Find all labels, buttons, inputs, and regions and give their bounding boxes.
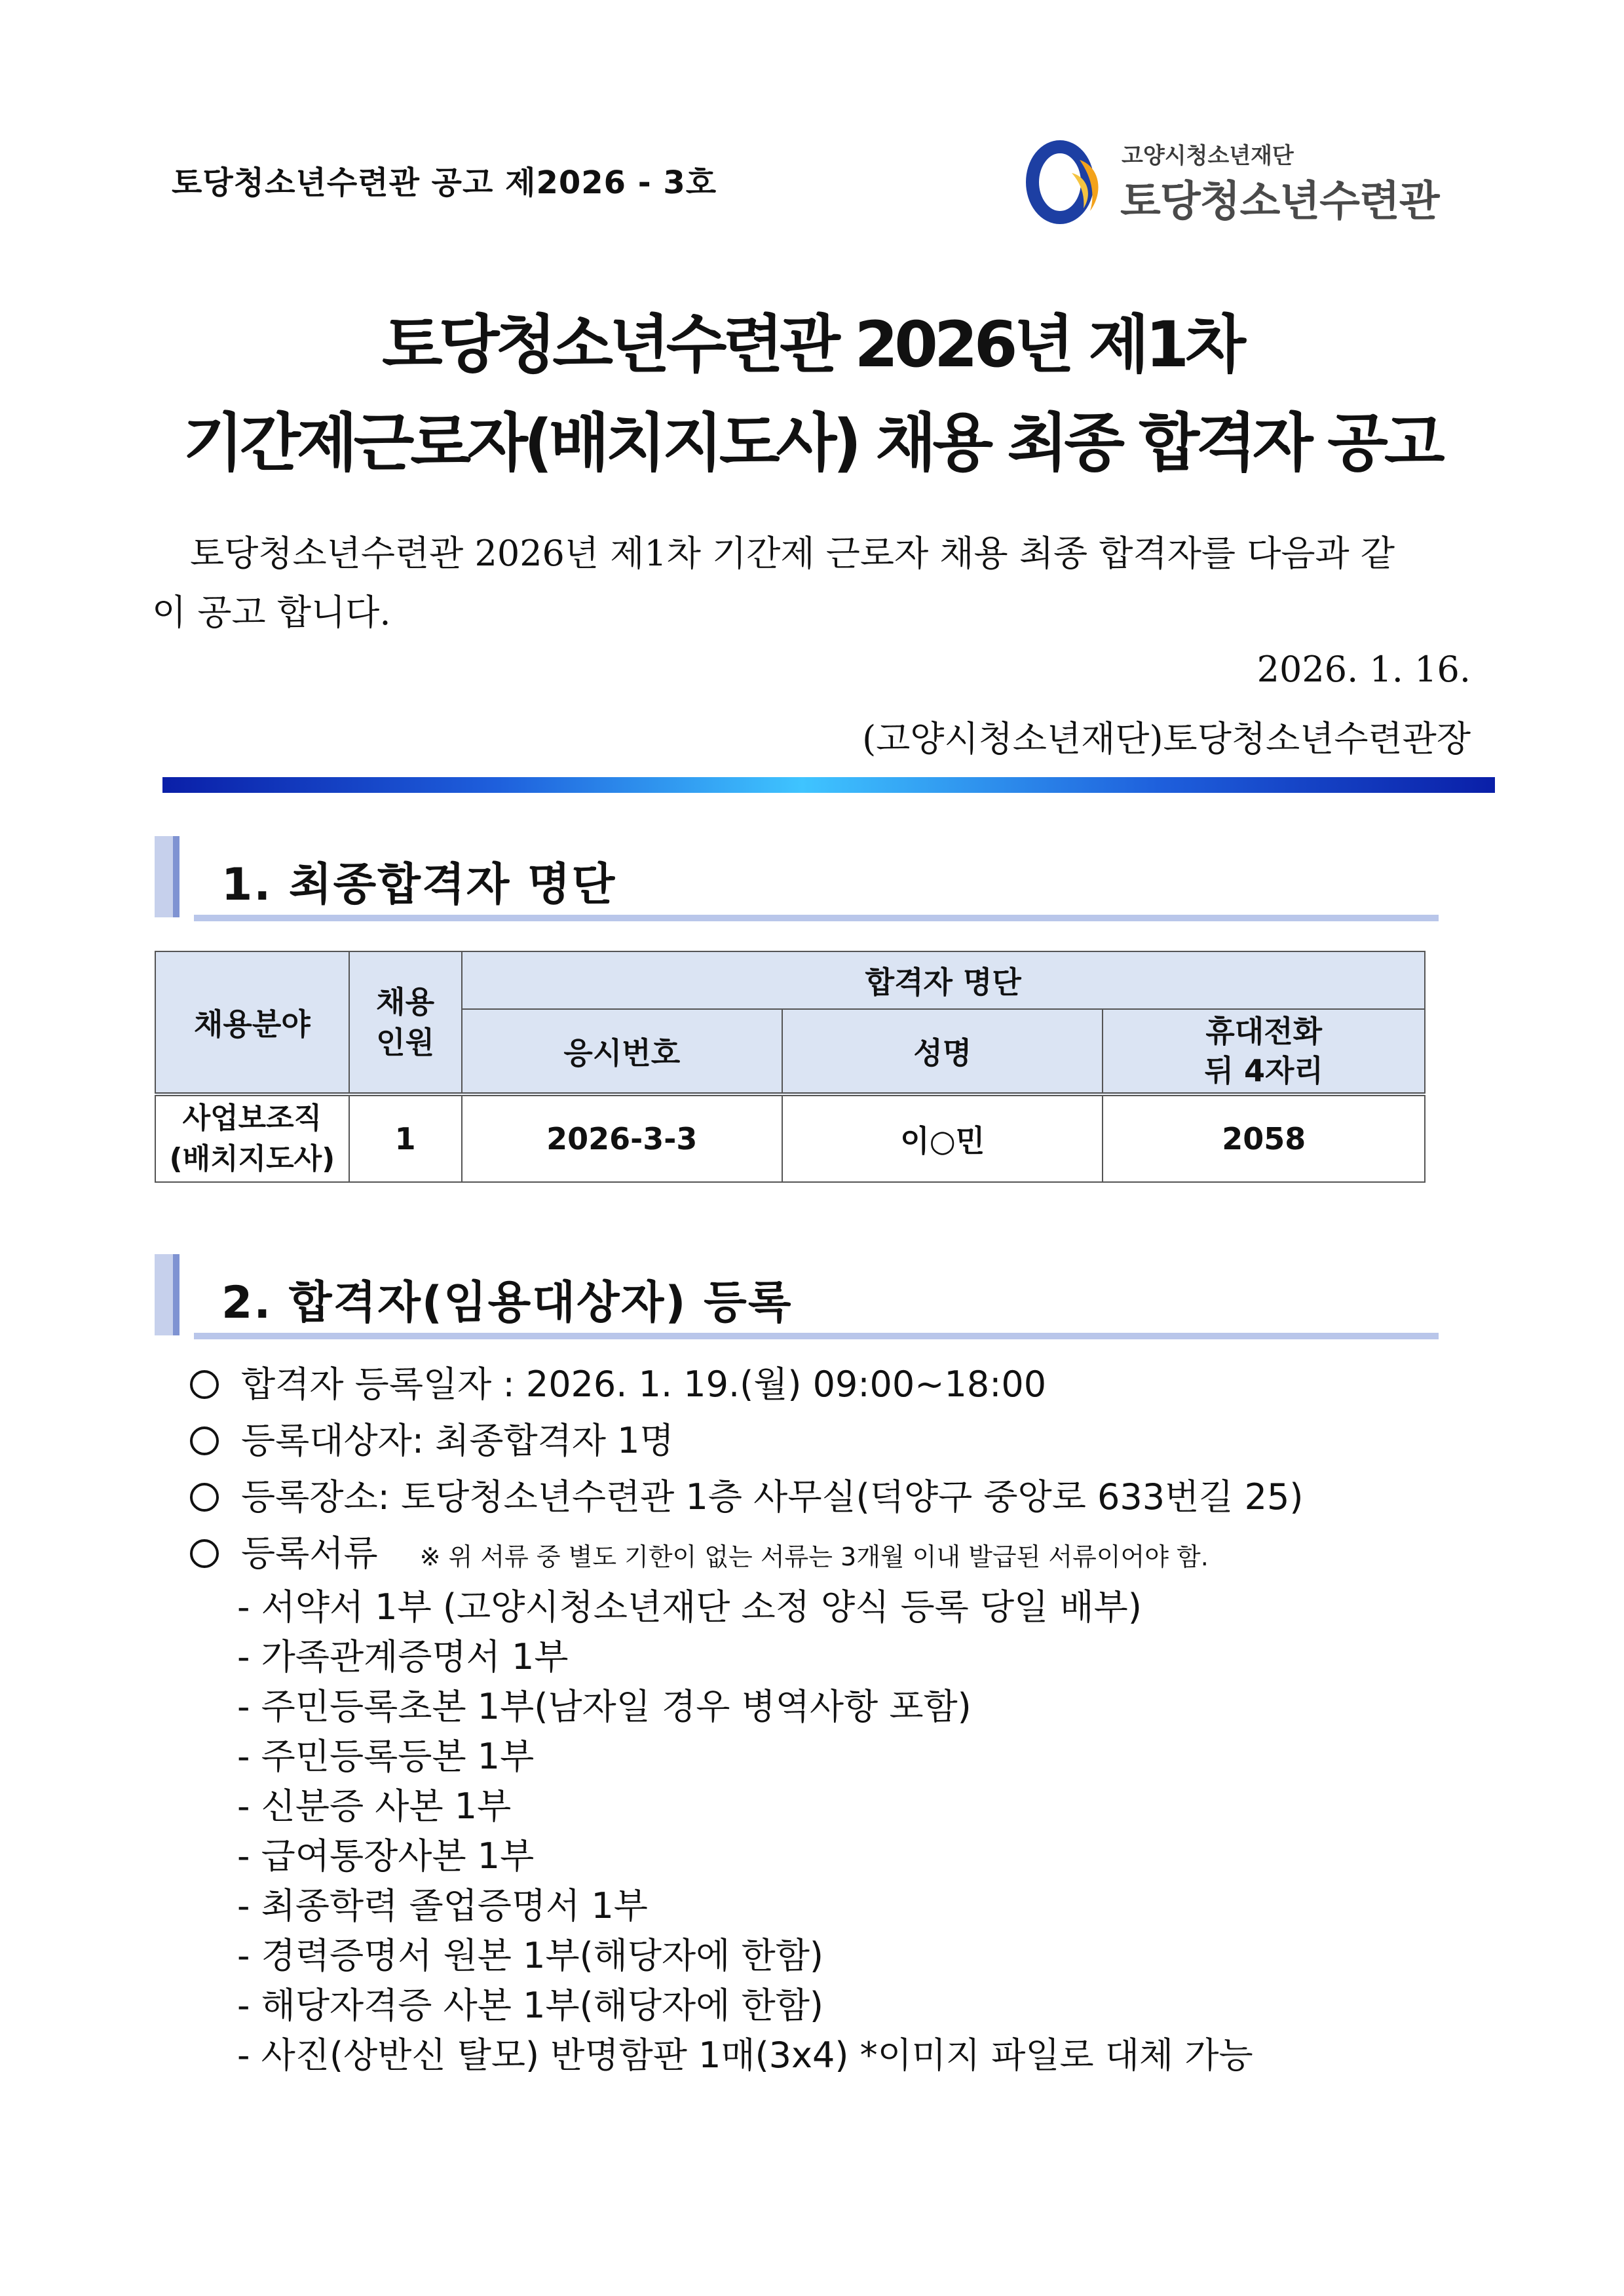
section1-marker [155, 836, 173, 917]
section2-underline [194, 1333, 1439, 1339]
document-item: - 주민등록초본 1부(남자일 경우 병역사항 포함) [237, 1686, 972, 1727]
header-exam-no: 응시번호 [462, 1009, 783, 1094]
section2-title: 2. 합격자(임용대상자) 등록 [221, 1277, 793, 1329]
organization-logo [1022, 131, 1454, 229]
cell-phone: 2058 [1103, 1094, 1425, 1182]
logo-emblem-icon [1022, 134, 1114, 225]
document-item: - 최종학력 졸업증명서 1부 [237, 1885, 648, 1926]
documents-note: ※ 위 서류 중 별도 기한이 없는 서류는 3개월 이내 발급된 서류이어야 함. [419, 1542, 1209, 1571]
page-title-line2: 기간제근로자(배치지도사) 채용 최종 합격자 공고 [183, 406, 1441, 480]
header-field: 채용분야 [155, 951, 349, 1094]
document-item: - 경력증명서 원본 1부(해당자에 한함) [237, 1935, 823, 1976]
cell-count: 1 [349, 1094, 462, 1182]
circle-bullet-icon [190, 1426, 219, 1455]
list-item: 등록서류 ※ 위 서류 중 별도 기한이 없는 서류는 3개월 이내 발급된 서류이어야 함. [190, 1525, 1209, 1576]
divider-bar [162, 777, 1495, 793]
section1-title: 1. 최종합격자 명단 [221, 859, 616, 911]
issuer: (고양시청소년재단)토당청소년수련관장 [862, 718, 1471, 759]
document-item: - 해당자격증 사본 1부(해당자에 한함) [237, 1985, 823, 2026]
cell-name: 이○민 [782, 1094, 1103, 1182]
document-item: - 신분증 사본 1부 [237, 1786, 512, 1827]
header-phone: 휴대전화 뒤 4자리 [1103, 1009, 1425, 1094]
notice-date: 2026. 1. 16. [1256, 649, 1471, 690]
circle-bullet-icon [190, 1539, 219, 1568]
logo-center-name: 토당청소년수련관 [1120, 178, 1439, 226]
header-name: 성명 [782, 1009, 1103, 1094]
document-item: - 주민등록등본 1부 [237, 1736, 535, 1777]
circle-bullet-icon [190, 1370, 219, 1399]
circle-bullet-icon [190, 1483, 219, 1512]
list-item: 등록장소: 토당청소년수련관 1층 사무실(덕양구 중앙로 633번길 25) [190, 1469, 1303, 1520]
cell-field: 사업보조직 (배치지도사) [155, 1094, 349, 1182]
logo-org-name: 고양시청소년재단 [1122, 143, 1294, 169]
table-row [155, 1094, 1425, 1182]
document-item: - 사진(상반신 탈모) 반명함판 1매(3x4) *이미지 파일로 대체 가능 [237, 2035, 1253, 2076]
result-table [155, 951, 1426, 1183]
list-item: 합격자 등록일자 : 2026. 1. 19.(월) 09:00~18:00 [190, 1356, 1046, 1407]
document-item: - 서약서 1부 (고양시청소년재단 소정 양식 등록 당일 배부) [237, 1586, 1142, 1628]
section1-underline [194, 915, 1439, 921]
intro-paragraph: 토당청소년수련관 2026년 제1차 기간제 근로자 채용 최종 합격자를 다음과 같이 공고 합니다. [152, 533, 1395, 633]
header-passers: 합격자 명단 [462, 951, 1425, 1009]
header-count: 채용 인원 [349, 951, 462, 1094]
list-item: 등록대상자: 최종합격자 1명 [190, 1413, 674, 1463]
document-item: - 가족관계증명서 1부 [237, 1636, 569, 1677]
document-item: - 급여통장사본 1부 [237, 1835, 535, 1877]
page-title-line1: 토당청소년수련관 2026년 제1차 [382, 308, 1242, 381]
cell-exam-no: 2026-3-3 [462, 1094, 783, 1182]
section2-marker [155, 1254, 173, 1335]
notice-number: 토당청소년수련관 공고 제2026 - 3호 [172, 164, 717, 201]
